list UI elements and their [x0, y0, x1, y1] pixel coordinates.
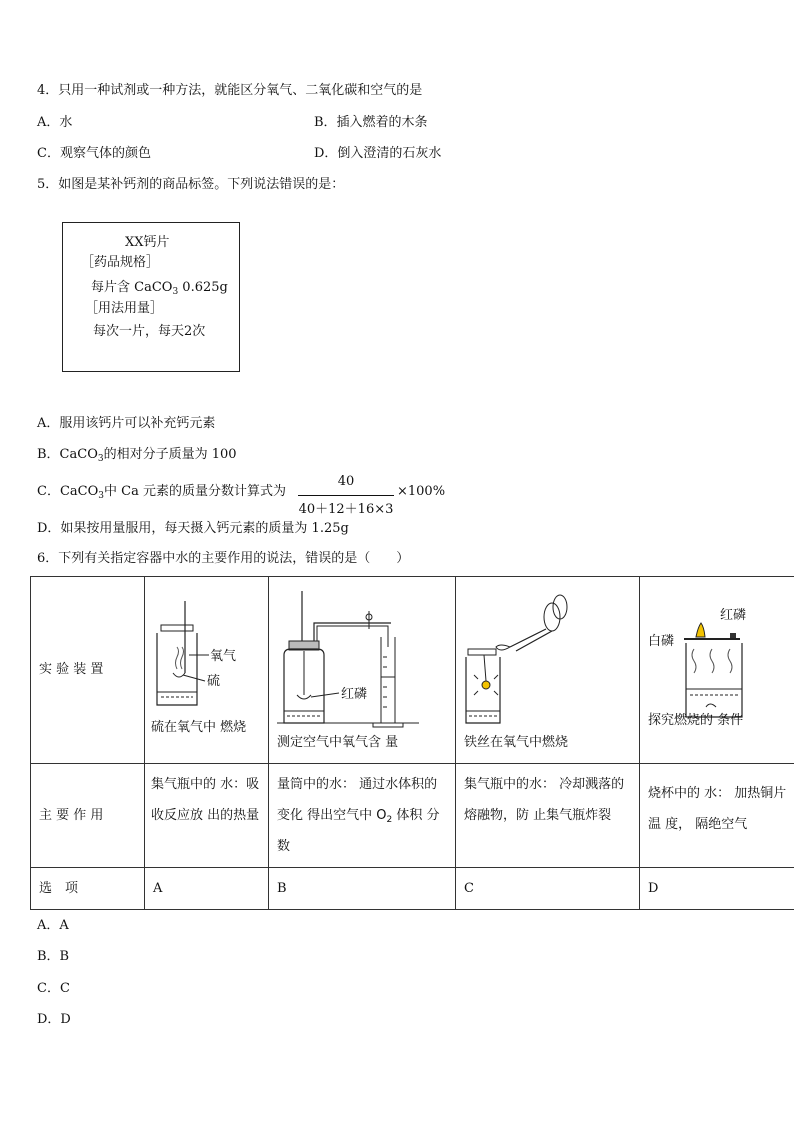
option-a: A	[145, 868, 269, 910]
q4-stem: 4．只用一种试剂或一种方法，就能区分氧气、二氧化碳和空气的是	[37, 83, 423, 98]
q6-answer-a: A．A	[37, 918, 69, 933]
q4-option-a: A．水	[37, 115, 73, 130]
label-spec-heading: ［药品规格］	[81, 255, 160, 270]
q6-answer-c: C．C	[37, 981, 70, 996]
q6-answer-b: B．B	[37, 949, 70, 964]
apparatus-cell-a	[145, 577, 269, 764]
q5-option-d: D．如果按用量服用，每天摄入钙元素的质量为 1.25g	[37, 521, 349, 536]
label-spec: 每片含 CaCO$_3$ 0.625g	[91, 280, 228, 297]
q5-stem: 5．如图是某补钙剂的商品标签。下列说法错误的是：	[37, 177, 345, 192]
q6-stem: 6．下列有关指定容器中水的主要作用的说法，错误的是（ ）	[37, 551, 410, 566]
label-usage: 每次一片，每天2次	[93, 324, 206, 339]
q4-option-d: D．倒入澄清的石灰水	[314, 146, 442, 161]
q5-option-c-tail: ×100%	[397, 484, 446, 499]
label-usage-heading: ［用法用量］	[85, 301, 164, 316]
fraction-bar	[298, 495, 394, 496]
combustion-conditions-diagram	[640, 577, 794, 763]
experiment-table	[30, 576, 794, 910]
q5-option-c: C．CaCO$_3$中 Ca 元素的质量分数计算式为	[37, 484, 286, 501]
label-red-phosphorus: 红磷	[341, 687, 368, 702]
effect-d: 烧杯中的 水： 加热铜片温 度， 隔绝空气	[640, 764, 794, 868]
label-red-phosphorus-d: 红磷	[720, 608, 747, 623]
q6-answer-d: D．D	[37, 1012, 71, 1027]
q5-option-a: A．服用该钙片可以补充钙元素	[37, 416, 216, 431]
caption-c: 铁丝在氧气中燃烧	[464, 735, 569, 750]
effect-b: 量筒中的水： 通过水体积的变化 得出空气中 $O_2$ 体积 分数	[269, 764, 456, 868]
fraction-denominator: 40＋12＋16×3	[298, 502, 394, 517]
option-d: D	[640, 868, 794, 910]
fraction-numerator: 40	[337, 474, 355, 489]
label-title: XX钙片	[125, 235, 170, 250]
label-oxygen: 氧气	[210, 649, 237, 664]
apparatus-cell-b	[269, 577, 456, 764]
effect-c: 集气瓶中的水： 冷却溅落的熔融物，防 止集气瓶炸裂	[456, 764, 640, 868]
label-sulfur: 硫	[207, 674, 221, 689]
product-label	[62, 222, 240, 372]
caption-b: 测定空气中氧气含 量	[277, 735, 399, 750]
option-c: C	[456, 868, 640, 910]
row-header-apparatus: 实 验 装 置	[31, 577, 145, 764]
q5-option-b: B．CaCO$_3$的相对分子质量为 100	[37, 447, 237, 464]
label-white-phosphorus: 白磷	[648, 634, 675, 649]
row-header-option: 选 项	[31, 868, 145, 910]
apparatus-cell-d	[640, 577, 794, 764]
q4-option-b: B．插入燃着的木条	[314, 115, 428, 130]
option-b: B	[269, 868, 456, 910]
caption-a: 硫在氧气中 燃烧	[151, 720, 247, 735]
q4-option-c: C．观察气体的颜色	[37, 146, 151, 161]
row-header-role: 主 要 作 用	[31, 764, 145, 868]
apparatus-cell-c	[456, 577, 640, 764]
caption-d: 探究燃烧的 条件	[648, 713, 744, 728]
effect-a: 集气瓶中的 水：吸收反应放 出的热量	[145, 764, 269, 868]
